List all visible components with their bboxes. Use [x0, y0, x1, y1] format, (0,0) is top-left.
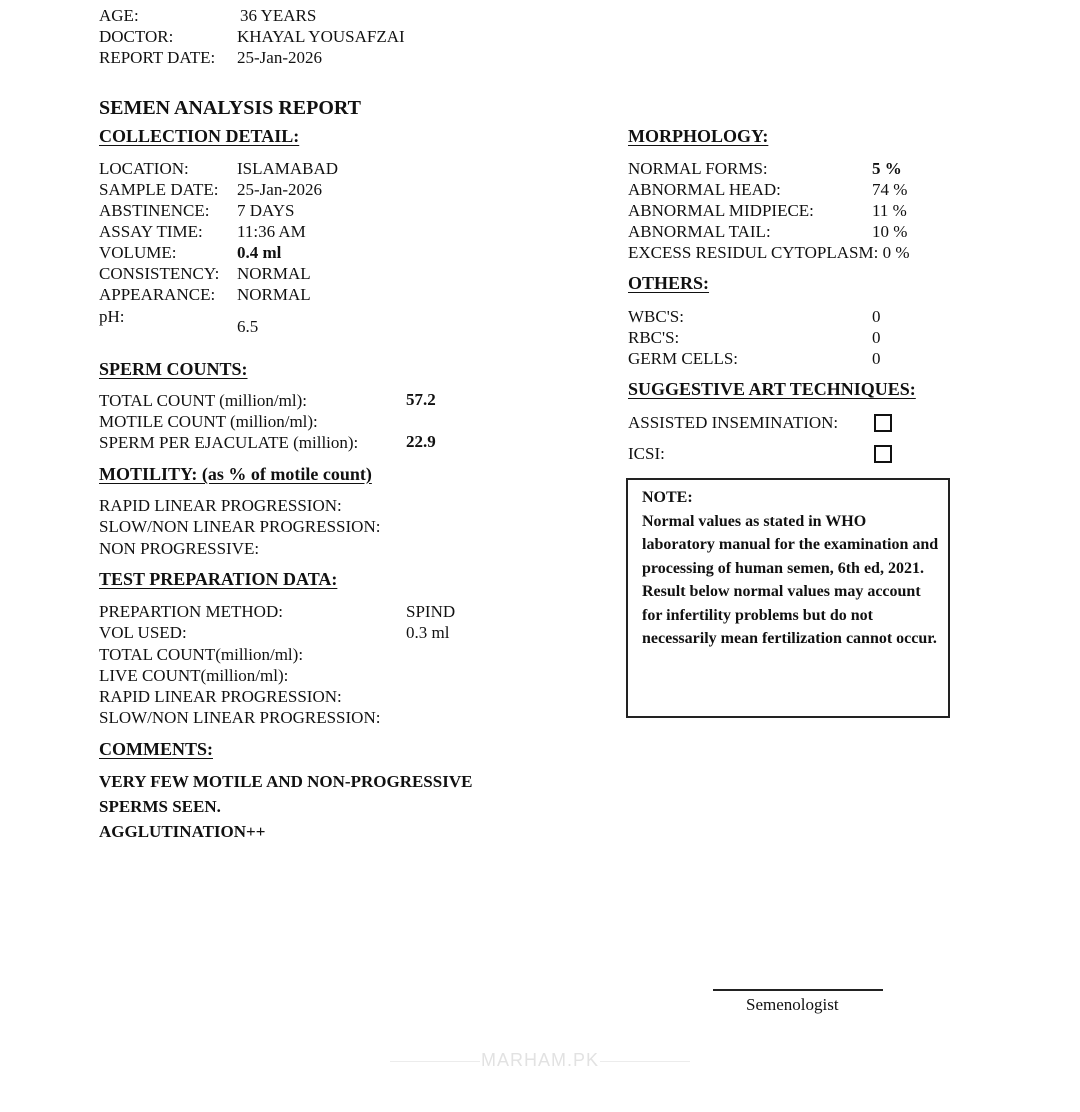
- collection-value: 11:36 AM: [237, 222, 306, 241]
- others-label: RBC'S:: [628, 328, 680, 347]
- collection-label: SAMPLE DATE:: [99, 180, 219, 199]
- prep-label: SLOW/NON LINEAR PROGRESSION:: [99, 708, 381, 727]
- age-value: 36 YEARS: [240, 6, 317, 25]
- motility-label: RAPID LINEAR PROGRESSION:: [99, 496, 342, 515]
- collection-value: ISLAMABAD: [237, 159, 339, 178]
- ph-value: 6.5: [237, 317, 259, 336]
- collection-value: NORMAL: [237, 264, 311, 283]
- sperm-counts-title: SPERM COUNTS:: [99, 359, 248, 379]
- age-label: AGE:: [99, 6, 139, 25]
- watermark-text: MARHAM.PK: [480, 1050, 599, 1070]
- collection-value: 7 DAYS: [237, 201, 295, 220]
- morphology-label: NORMAL FORMS:: [628, 159, 768, 178]
- note-box: [626, 478, 950, 718]
- art-techniques-title: SUGGESTIVE ART TECHNIQUES:: [628, 379, 916, 399]
- collection-label: pH:: [99, 307, 125, 326]
- icsi-checkbox[interactable]: [874, 445, 892, 463]
- morphology-value: 11 %: [872, 201, 907, 220]
- collection-label: APPEARANCE:: [99, 285, 216, 304]
- collection-detail-title: COLLECTION DETAIL:: [99, 126, 300, 146]
- collection-label: CONSISTENCY:: [99, 264, 220, 283]
- assisted-insemination-checkbox[interactable]: [874, 414, 892, 432]
- prep-label: TOTAL COUNT(million/ml):: [99, 645, 304, 664]
- prep-value: 0.3 ml: [406, 623, 450, 642]
- motility-title: MOTILITY: (as % of motile count): [99, 464, 372, 484]
- comments-title: COMMENTS:: [99, 739, 213, 759]
- note-title: NOTE:: [642, 489, 693, 506]
- collection-label: ASSAY TIME:: [99, 222, 203, 241]
- collection-label: ABSTINENCE:: [99, 201, 210, 220]
- doctor-value: KHAYAL YOUSAFZAI: [237, 27, 405, 46]
- report-title: SEMEN ANALYSIS REPORT: [99, 97, 361, 119]
- note-text: [642, 486, 942, 651]
- morphology-title: MORPHOLOGY:: [628, 126, 769, 146]
- morphology-value: 74 %: [872, 180, 908, 199]
- motility-label: NON PROGRESSIVE:: [99, 539, 260, 558]
- morphology-label: ABNORMAL MIDPIECE:: [628, 201, 814, 220]
- test-preparation-title: TEST PREPARATION DATA:: [99, 569, 338, 589]
- prep-label: LIVE COUNT(million/ml):: [99, 666, 289, 685]
- collection-value: 25-Jan-2026: [237, 180, 322, 199]
- report-date-value: 25-Jan-2026: [237, 48, 322, 67]
- volume-value: 0.4 ml: [237, 243, 282, 262]
- comment-line: SPERMS SEEN.: [99, 797, 221, 816]
- note-body: Normal values as stated in WHO laboratory manual for the examination and processing of human semen, 6th ed, 2021. Result below normal values may account for infertility problems but do not necessarily mean fertilization cannot occur.: [642, 512, 939, 647]
- doctor-label: DOCTOR:: [99, 27, 174, 46]
- art-label-insemination: ASSISTED INSEMINATION:: [628, 413, 839, 432]
- morphology-label: ABNORMAL TAIL:: [628, 222, 771, 241]
- count-label: SPERM PER EJACULATE (million):: [99, 433, 359, 452]
- others-label: GERM CELLS:: [628, 349, 739, 368]
- morphology-label: EXCESS RESIDUL CYTOPLASM: 0 %: [628, 243, 910, 262]
- others-value: 0: [872, 328, 881, 347]
- collection-label: VOLUME:: [99, 243, 177, 262]
- morphology-value: 10 %: [872, 222, 908, 241]
- motility-label: SLOW/NON LINEAR PROGRESSION:: [99, 517, 381, 536]
- collection-label: LOCATION:: [99, 159, 189, 178]
- others-value: 0: [872, 307, 881, 326]
- art-label-icsi: ICSI:: [628, 444, 665, 463]
- count-value: 22.9: [406, 432, 436, 451]
- normal-forms-value: 5 %: [872, 159, 902, 178]
- prep-value: SPIND: [406, 602, 456, 621]
- count-value: 57.2: [406, 390, 436, 409]
- count-label: MOTILE COUNT (million/ml):: [99, 412, 318, 431]
- others-title: OTHERS:: [628, 273, 710, 293]
- signature-label: Semenologist: [746, 995, 839, 1014]
- prep-label: VOL USED:: [99, 623, 187, 642]
- comment-line: VERY FEW MOTILE AND NON-PROGRESSIVE: [99, 772, 473, 791]
- watermark-line-left: [390, 1061, 480, 1062]
- others-label: WBC'S:: [628, 307, 684, 326]
- collection-value: NORMAL: [237, 285, 311, 304]
- watermark-line-right: [600, 1061, 690, 1062]
- prep-label: PREPARTION METHOD:: [99, 602, 283, 621]
- watermark: [390, 1050, 690, 1074]
- comment-line: AGGLUTINATION++: [99, 822, 266, 841]
- morphology-label: ABNORMAL HEAD:: [628, 180, 781, 199]
- count-label: TOTAL COUNT (million/ml):: [99, 391, 307, 410]
- others-value: 0: [872, 349, 881, 368]
- report-date-label: REPORT DATE:: [99, 48, 216, 67]
- signature-line: [713, 989, 883, 991]
- prep-label: RAPID LINEAR PROGRESSION:: [99, 687, 342, 706]
